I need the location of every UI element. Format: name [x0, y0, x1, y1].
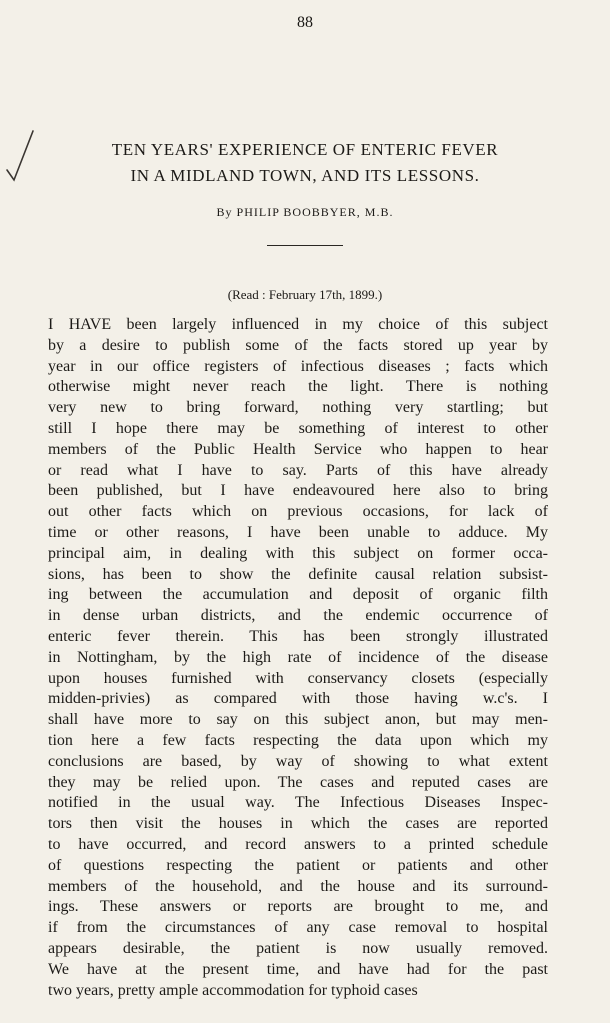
body-line: otherwise might never reach the light. There is nothing — [48, 378, 548, 396]
article-title — [40, 137, 570, 189]
body-text — [48, 315, 548, 1001]
page-number: 88 — [297, 14, 313, 31]
title-line-2: IN A MIDLAND TOWN, AND ITS LESSONS. — [130, 166, 480, 185]
body-line: or read what I have to say. Parts of this have already — [48, 461, 548, 479]
body-line: notified in the usual way. The Infectious Diseases Inspec- — [48, 794, 548, 812]
body-line: midden-privies) as compared with those having w.c's. I — [48, 690, 548, 708]
body-line: still I hope there may be something of interest to other — [48, 419, 548, 437]
body-line: if from the circumstances of any case removal to hospital — [48, 919, 548, 937]
body-line: tion here a few facts respecting the data upon which my — [48, 731, 548, 749]
body-line: enteric fever therein. This has been strongly illustrated — [48, 627, 548, 645]
body-line: We have at the present time, and have had for the past — [48, 960, 548, 978]
body-line: been published, but I have endeavoured here also to bring — [48, 482, 548, 500]
body-line: I HAVE been largely influenced in my choice of this subject — [48, 316, 548, 333]
body-line: ing between the accumulation and deposit of organic filth — [48, 586, 548, 604]
body-line: in Nottingham, by the high rate of incidence of the disease — [48, 648, 548, 666]
body-line: tors then visit the houses in which the cases are reported — [48, 815, 548, 833]
body-line: shall have more to say on this subject anon, but may men- — [48, 711, 548, 729]
body-line: they may be relied upon. The cases and reputed cases are — [48, 773, 548, 791]
read-date: (Read : February 17th, 1899.) — [227, 287, 383, 302]
body-line: two years, pretty ample accommodation for typhoid cases — [48, 981, 418, 999]
body-line: ings. These answers or reports are brought to me, and — [48, 898, 548, 916]
body-line: appears desirable, the patient is now usually removed. — [48, 939, 548, 957]
body-line: of questions respecting the patient or patients and other — [48, 856, 548, 874]
body-line: by a desire to publish some of the facts stored up year by — [48, 336, 548, 354]
body-line: out other facts which on previous occasions, for lack of — [48, 503, 548, 521]
body-line: very new to bring forward, nothing very startling; but — [48, 399, 548, 417]
body-line: sions, has been to show the definite causal relation subsist- — [48, 565, 548, 583]
body-line: members of the Public Health Service who happen to hear — [48, 440, 548, 458]
body-line: principal aim, in dealing with this subject on former occa- — [48, 544, 548, 562]
body-line: members of the household, and the house and its surround- — [48, 877, 548, 895]
pencil-margin-mark — [2, 128, 36, 184]
body-line: time or other reasons, I have been unable to adduce. My — [48, 523, 548, 541]
body-line: in dense urban districts, and the endemic occurrence of — [48, 607, 548, 625]
title-line-1: TEN YEARS' EXPERIENCE OF ENTERIC FEVER — [111, 140, 499, 159]
title-divider — [267, 245, 343, 246]
body-line: conclusions are based, by way of showing to what extent — [48, 752, 548, 770]
body-line: upon houses furnished with conservancy closets (especially — [48, 669, 548, 687]
body-line: to have occurred, and record answers to a printed schedule — [48, 835, 548, 853]
body-line: year in our office registers of infectious diseases ; facts which — [48, 357, 548, 375]
author-byline: By PHILIP BOOBBYER, M.B. — [216, 205, 394, 219]
